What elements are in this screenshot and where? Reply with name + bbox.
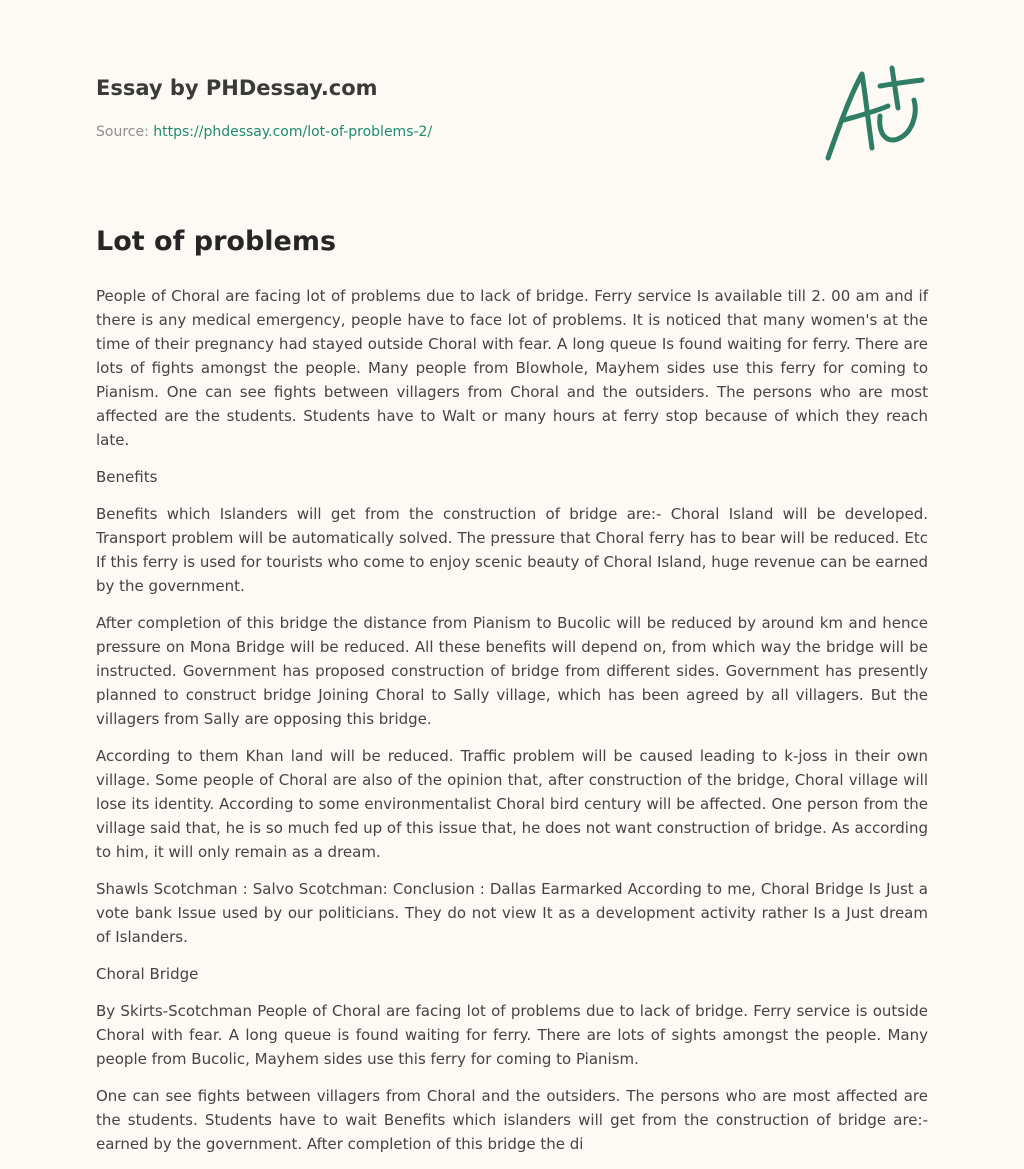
- essay-paragraph: Benefits which Islanders will get from the construction of bridge are:- Choral Island will be developed. Transport problem will be automatically solved. The pressure that Choral ferry has to bear will be reduced. Etc If this ferry is used for tourists who come to enjoy scenic beauty of Choral Island, huge revenue can be earned by the government.: [96, 505, 928, 595]
- essay-paragraph: People of Choral are facing lot of problems due to lack of bridge. Ferry service Is available till 2. 00 am and if there is any medical emergency, people have to face lot of problems. It is noticed that many women's at the time of their pregnancy had stayed outside Choral with fear. A long queue Is found waiting for ferry. There are lots of fights amongst the people. Many people from Blowhole, Mayhem sides use this ferry for coming to Pianism. One can see fights between villagers from Choral and the outsiders. The persons who are most affected are the students. Students have to Walt or many hours at ferry stop because of which they reach late.: [96, 287, 928, 449]
- essay-paragraph: By Skirts-Scotchman People of Choral are facing lot of problems due to lack of bridge. Ferry service is outside Choral with fear. A long queue is found waiting for ferry. There are lots of sights amongst the people. Many people from Bucolic, Mayhem sides use this ferry for coming to Pianism.: [96, 1002, 928, 1068]
- essay-paragraph: According to them Khan land will be reduced. Traffic problem will be caused leading to k-joss in their own village. Some people of Choral are also of the opinion that, after construction of the bridge, Choral village will lose its identity. According to some environmentalist Choral bird century will be affected. One person from the village said that, he is so much fed up of this issue that, he does not want construction of bridge. As according to him, it will only remain as a dream.: [96, 747, 928, 861]
- essay-title: Lot of problems: [96, 226, 337, 257]
- a-plus-grade-icon: [818, 62, 930, 166]
- site-brand: Essay by PHDessay.com: [96, 76, 378, 100]
- source-link[interactable]: https://phdessay.com/lot-of-problems-2/: [153, 124, 433, 140]
- section-heading-choral-bridge: Choral Bridge: [96, 965, 199, 983]
- source-line: [96, 124, 432, 140]
- essay-paragraph: Shawls Scotchman : Salvo Scotchman: Conclusion : Dallas Earmarked According to me, Choral Bridge Is Just a vote bank Issue used by our politicians. They do not view It as a development activity rather Is a Just dream of Islanders.: [96, 880, 928, 946]
- section-heading-benefits: Benefits: [96, 468, 158, 486]
- essay-paragraph: One can see fights between villagers from Choral and the outsiders. The persons who are most affected are the students. Students have to wait Benefits which islanders will get from the construction of bridge are:- earned by the government. After completion of this bridge the di: [96, 1087, 928, 1153]
- essay-paragraph: After completion of this bridge the distance from Pianism to Bucolic will be reduced by around km and hence pressure on Mona Bridge will be reduced. All these benefits will depend on, from which way the bridge will be instructed. Government has proposed construction of bridge from different sides. Government has presently planned to construct bridge Joining Choral to Sally village, which has been agreed by all villagers. But the villagers from Sally are opposing this bridge.: [96, 614, 928, 728]
- essay-body: [96, 284, 928, 1169]
- source-label: Source:: [96, 124, 149, 140]
